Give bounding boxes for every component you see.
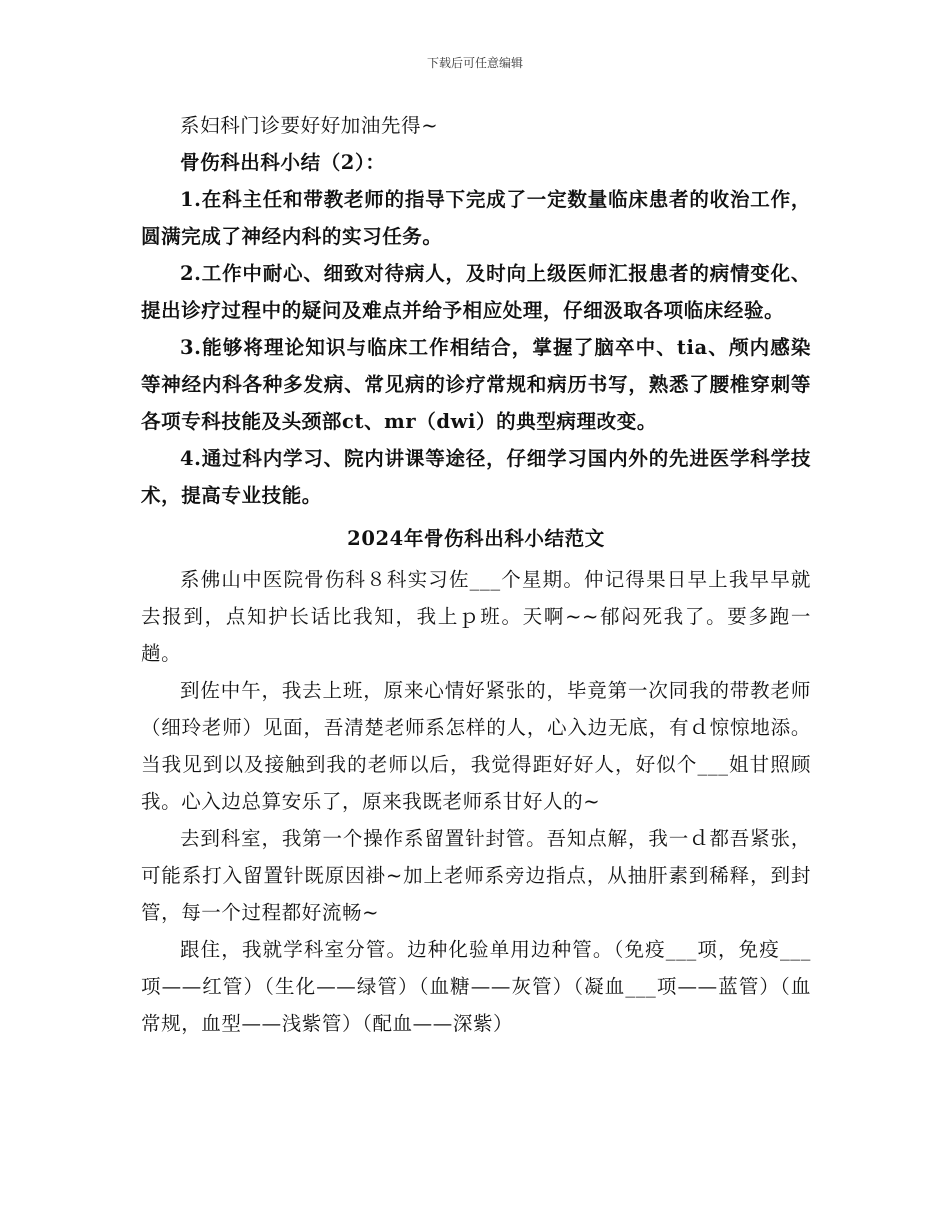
body-paragraph-4: 跟住，我就学科室分管。边种化验单用边种管。（免疫___项，免疫___项——红管）（生化——绿管）（血糖——灰管）（凝血___项——蓝管）（血常规，血型——浅紫管）（配血——深紫） <box>141 938 811 1035</box>
summary-heading: 骨伤科出科小结（2）： <box>180 151 386 174</box>
document-body <box>141 107 811 1042</box>
body-paragraph-3: 去到科室，我第一个操作系留置针封管。吾知点解，我一ｄ都吾紧张，可能系打入留置针既原因褂~加上老师系旁边指点，从抽肝素到稀释，到封管，每一个过程都好流畅~ <box>141 827 811 924</box>
section-title: 2024年骨伤科出科小结范文 <box>347 527 605 550</box>
intro-paragraph: 系妇科门诊要好好加油先得~ <box>180 114 439 137</box>
summary-item-2: 2.工作中耐心、细致对待病人，及时向上级医师汇报患者的病情变化、提出诊疗过程中的疑问及难点并给予相应处理，仔细汲取各项临床经验。 <box>141 262 811 322</box>
body-paragraph-2: 到佐中午，我去上班，原来心情好紧张的，毕竟第一次同我的带教老师（细玲老师）见面，吾清楚老师系怎样的人，心入边无底，有ｄ惊惊地添。当我见到以及接触到我的老师以后，我觉得距好好人，好似个___姐甘照顾我。心入边总算安乐了，原来我既老师系甘好人的~ <box>141 679 811 813</box>
page-header: 下载后可任意编辑 <box>426 56 523 70</box>
summary-item-1: 1.在科主任和带教老师的指导下完成了一定数量临床患者的收治工作，圆满完成了神经内科的实习任务。 <box>141 188 811 248</box>
body-paragraph-1: 系佛山中医院骨伤科８科实习佐___个星期。仲记得果日早上我早早就去报到，点知护长话比我知，我上ｐ班。天啊~~郁闷死我了。要多跑一趟。 <box>141 568 811 665</box>
summary-item-4: 4.通过科内学习、院内讲课等途径，仔细学习国内外的先进医学科学技术，提高专业技能。 <box>141 447 811 507</box>
summary-item-3: 3.能够将理论知识与临床工作相结合，掌握了脑卒中、tia、颅内感染等神经内科各种多发病、常见病的诊疗常规和病历书写，熟悉了腰椎穿刺等各项专科技能及头颈部ct、mr（dwi）的典型病理改变。 <box>141 336 811 433</box>
